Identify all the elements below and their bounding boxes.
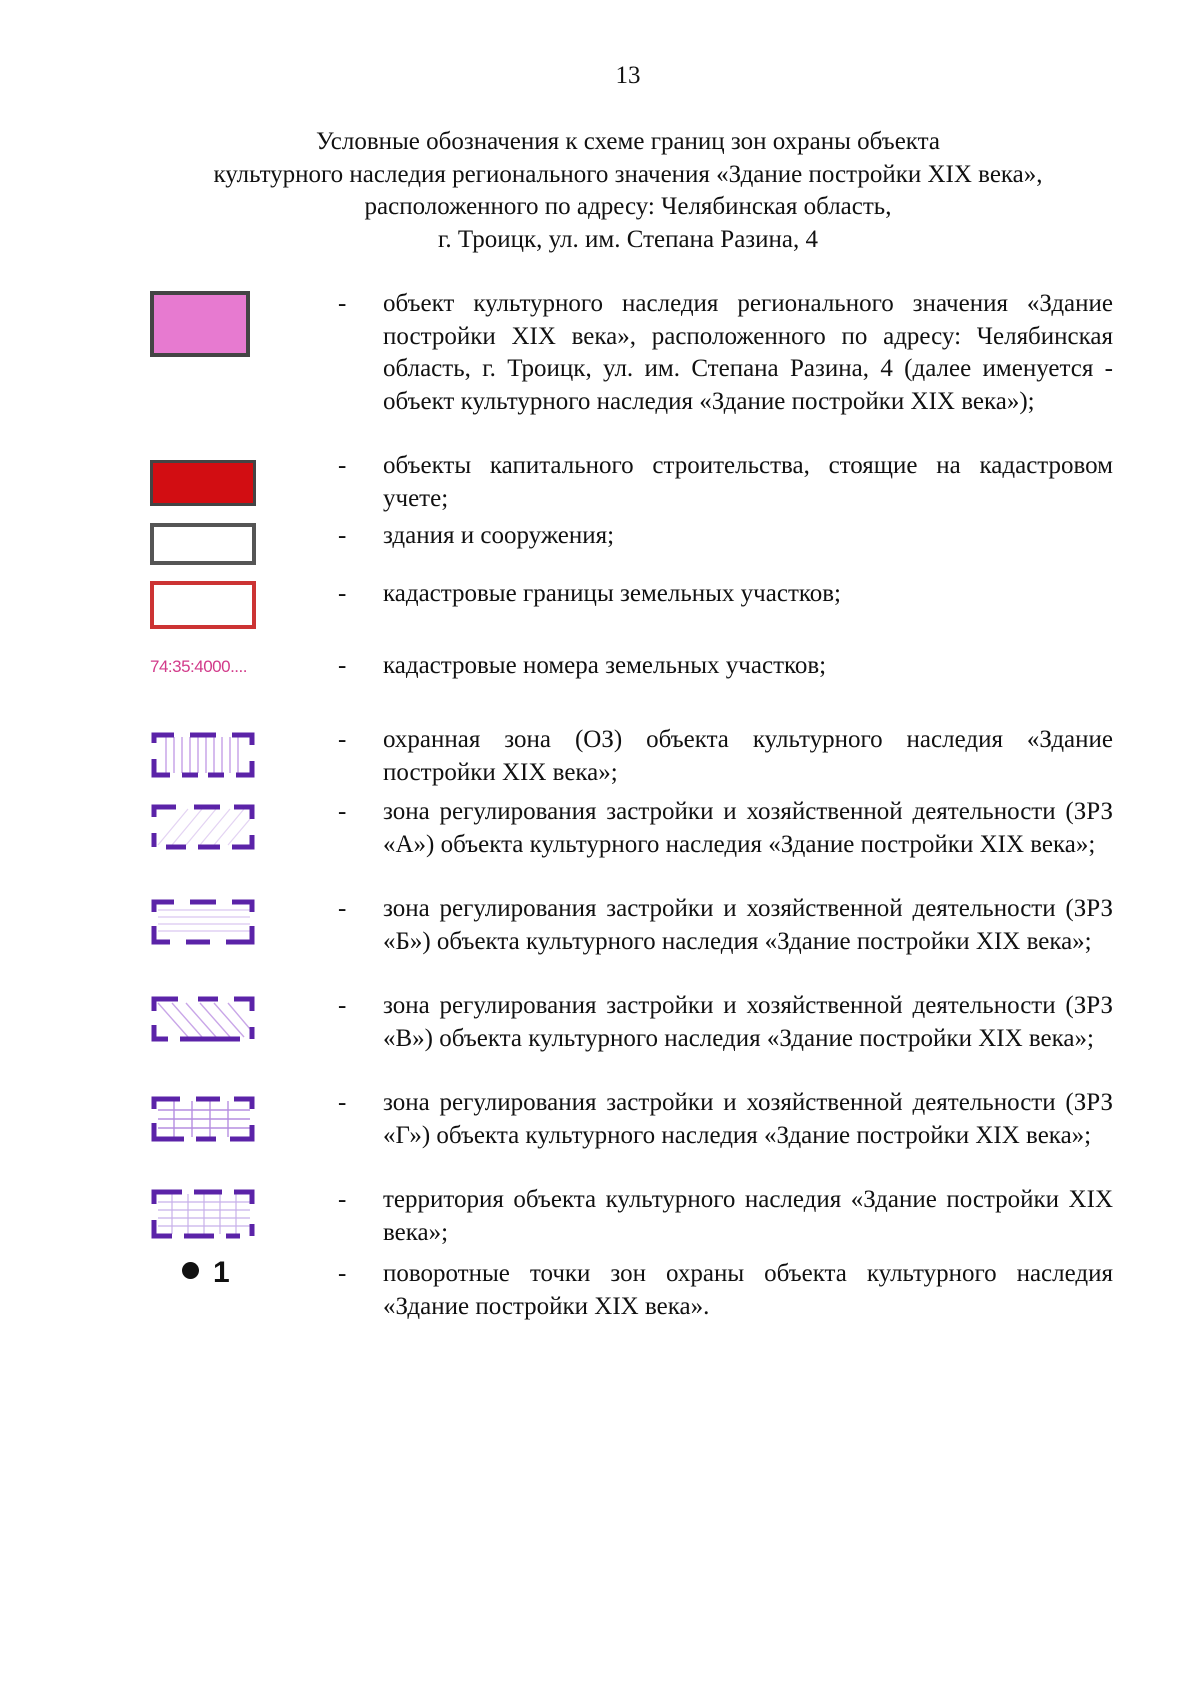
purple-dashed-diagonal-hatch-light-symbol	[150, 801, 258, 858]
legend-dash: -	[338, 992, 347, 1019]
legend-description: кадастровые границы земельных участков;	[383, 580, 841, 607]
purple-dashed-vertical-hatch-symbol	[150, 729, 258, 786]
gray-outline-rectangle-symbol	[150, 523, 258, 565]
zrz-b-pattern	[150, 896, 258, 948]
title-line-4: г. Троицк, ул. им. Степана Разина, 4	[437, 225, 819, 253]
legend-description: кадастровые номера земельных участков;	[383, 652, 827, 679]
title-line-2: культурного наследия регионального значения «Здание постройки XIX века»,	[213, 160, 1043, 188]
legend-dash: -	[338, 726, 347, 753]
legend-description: здания и сооружения;	[383, 522, 615, 549]
pink-filled-rectangle-symbol	[150, 291, 258, 357]
legend-dash: -	[338, 798, 347, 825]
purple-dashed-diagonal-hatch-symbol	[150, 993, 258, 1050]
page-number: 13	[615, 62, 641, 89]
legend-description: зона регулирования застройки и хозяйственной деятельности (ЗРЗ «В») объекта культурного наследия «Здание постройки XIX века»;	[383, 992, 1113, 1052]
legend-description: зона регулирования застройки и хозяйственной деятельности (ЗРЗ «А») объекта культурного наследия «Здание постройки XIX века»;	[383, 798, 1113, 858]
territory-pattern	[150, 1186, 258, 1242]
zrz-v-pattern	[150, 993, 258, 1045]
point-number: 1	[213, 1256, 230, 1289]
legend-description: охранная зона (ОЗ) объекта культурного наследия «Здание постройки XIX века»;	[383, 726, 1113, 786]
legend-dash: -	[338, 522, 347, 549]
zrz-a-pattern	[150, 801, 258, 853]
turning-point-marker-symbol	[150, 1256, 258, 1290]
purple-dashed-grid-hatch-symbol	[150, 1093, 258, 1150]
legend-description: зона регулирования застройки и хозяйственной деятельности (ЗРЗ «Г») объекта культурного наследия «Здание постройки XIX века»;	[383, 1089, 1113, 1149]
heritage-object-swatch	[150, 291, 250, 357]
point-dot-icon	[182, 1262, 199, 1279]
document-title	[0, 126, 1200, 256]
legend-dash: -	[338, 580, 347, 607]
cadastral-number-symbol	[150, 657, 258, 677]
purple-dashed-grid-hatch-dense-symbol	[150, 1186, 258, 1247]
zrz-g-pattern	[150, 1093, 258, 1145]
protection-zone-pattern	[150, 729, 258, 781]
capital-construction-swatch	[150, 460, 256, 506]
legend-dash: -	[338, 1260, 347, 1287]
legend-dash: -	[338, 652, 347, 679]
turning-point-marker	[150, 1256, 230, 1289]
legend-dash: -	[338, 290, 347, 317]
legend-description: зона регулирования застройки и хозяйственной деятельности (ЗРЗ «Б») объекта культурного наследия «Здание постройки XIX века»;	[383, 895, 1113, 955]
cadastral-boundary-swatch	[150, 581, 256, 629]
legend-description: территория объекта культурного наследия «Здание постройки XIX века»;	[383, 1186, 1113, 1246]
cadastral-number-sample: 74:35:4000....	[150, 657, 247, 676]
legend-description: объекты капитального строительства, стоящие на кадастровом учете;	[383, 452, 1113, 512]
red-outline-rectangle-symbol	[150, 581, 258, 629]
title-line-3: расположенного по адресу: Челябинская область,	[364, 193, 892, 220]
legend-dash: -	[338, 1089, 347, 1116]
legend-description: объект культурного наследия регионального значения «Здание постройки XIX века», расположенного по адресу: Челябинская область, г. Троицк, ул. им. Степана Разина, 4 (далее именуется - объект культурного наследия «Здание постройки XIX века»);	[383, 290, 1113, 415]
legend-dash: -	[338, 895, 347, 922]
legend-dash: -	[338, 452, 347, 479]
red-filled-rectangle-symbol	[150, 460, 258, 506]
legend-dash: -	[338, 1186, 347, 1213]
legend-description: поворотные точки зон охраны объекта культурного наследия «Здание постройки XIX века».	[383, 1260, 1113, 1320]
purple-dashed-horizontal-hatch-symbol	[150, 896, 258, 953]
buildings-swatch	[150, 523, 256, 565]
title-line-1: Условные обозначения к схеме границ зон охраны объекта	[316, 128, 940, 155]
